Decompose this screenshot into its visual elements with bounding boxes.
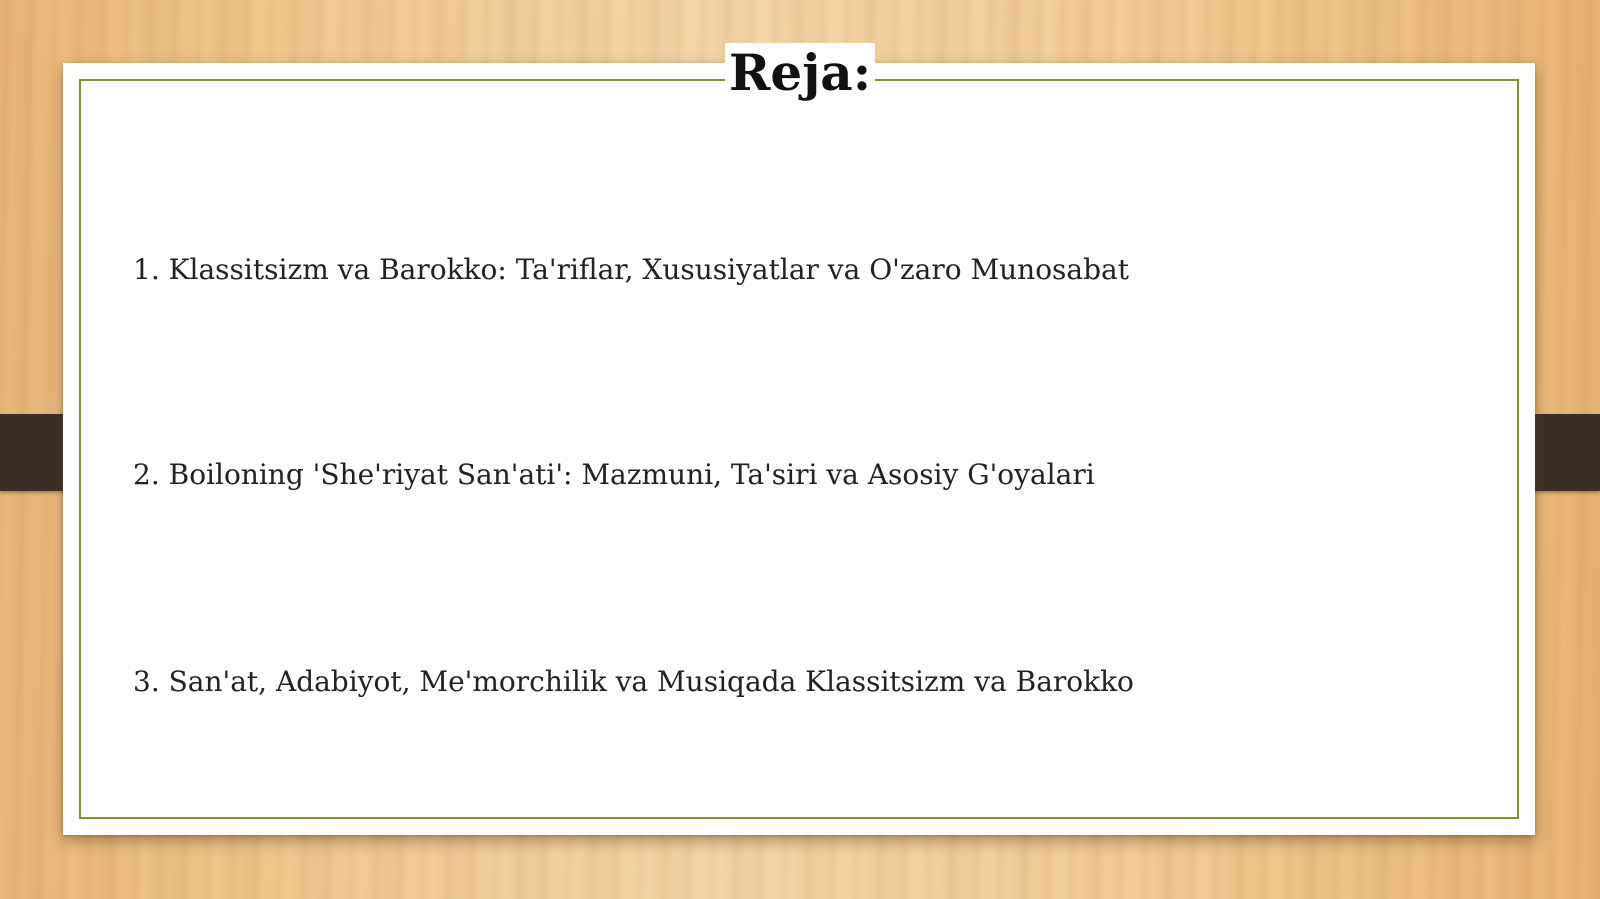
- slide-card: [63, 63, 1535, 835]
- slide-title-text: Reja:: [725, 43, 875, 102]
- slide-title: [0, 38, 1600, 108]
- plan-item-1: 1. Klassitsizm va Barokko: Ta'riflar, Xususiyatlar va O'zaro Munosabat: [133, 253, 1129, 286]
- slide-frame: [79, 79, 1519, 819]
- plan-item-2: 2. Boiloning 'She'riyat San'ati': Mazmuni, Ta'siri va Asosiy G'oyalari: [133, 458, 1095, 491]
- plan-item-3: 3. San'at, Adabiyot, Me'morchilik va Musiqada Klassitsizm va Barokko: [133, 665, 1134, 698]
